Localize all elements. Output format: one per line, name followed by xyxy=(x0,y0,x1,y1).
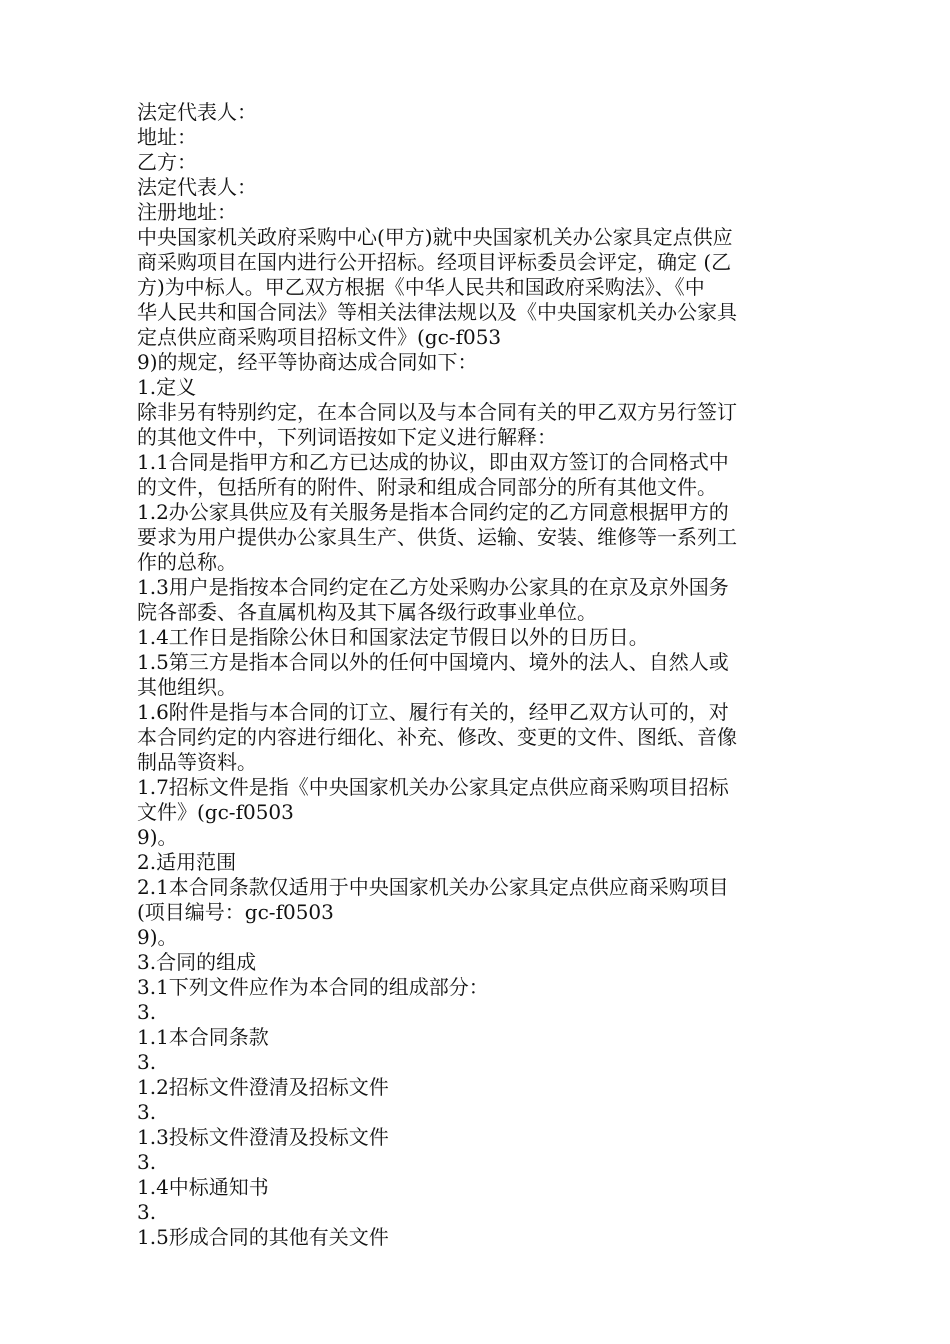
text-line: 乙方： xyxy=(137,150,197,174)
text-line: 1.6附件是指与本合同的订立、履行有关的，经甲乙双方认可的，对 xyxy=(137,700,729,724)
text-line: 1.5第三方是指本合同以外的任何中国境内、境外的法人、自然人或 xyxy=(137,650,729,674)
text-line: 本合同约定的内容进行细化、补充、修改、变更的文件、图纸、音像 xyxy=(137,725,737,749)
text-line: 3. xyxy=(137,1200,157,1224)
text-line: 3. xyxy=(137,1100,157,1124)
text-line: 除非另有特别约定，在本合同以及与本合同有关的甲乙双方另行签订 xyxy=(137,400,737,424)
text-line: 1.1合同是指甲方和乙方已达成的协议，即由双方签订的合同格式中 xyxy=(137,450,729,474)
text-line: 1.4工作日是指除公休日和国家法定节假日以外的日历日。 xyxy=(137,625,649,649)
text-line: 方)为中标人。甲乙双方根据《中华人民共和国政府采购法》、《中 xyxy=(137,275,705,299)
text-line: 的其他文件中，下列词语按如下定义进行解释： xyxy=(137,425,557,449)
text-line: 制品等资料。 xyxy=(137,750,257,774)
text-line: 9)。 xyxy=(137,825,178,849)
text-line: 3. xyxy=(137,1000,157,1024)
text-line: 法定代表人： xyxy=(137,175,257,199)
list-item: 1.2招标文件澄清及招标文件 xyxy=(137,1075,389,1099)
text-line: 法定代表人： xyxy=(137,100,257,124)
text-line: (项目编号：gc-f0503 xyxy=(137,900,334,924)
section-heading: 3.合同的组成 xyxy=(137,950,257,974)
text-line: 3. xyxy=(137,1150,157,1174)
list-item: 1.3投标文件澄清及投标文件 xyxy=(137,1125,389,1149)
text-line: 地址： xyxy=(137,125,197,149)
text-line: 1.2办公家具供应及有关服务是指本合同约定的乙方同意根据甲方的 xyxy=(137,500,729,524)
text-line: 院各部委、各直属机构及其下属各级行政事业单位。 xyxy=(137,600,597,624)
text-line: 2.1本合同条款仅适用于中央国家机关办公家具定点供应商采购项目 xyxy=(137,875,729,899)
text-line: 定点供应商采购项目招标文件》(gc-f053 xyxy=(137,325,502,349)
text-line: 作的总称。 xyxy=(137,550,237,574)
text-line: 9)。 xyxy=(137,925,178,949)
text-line: 注册地址： xyxy=(137,200,237,224)
text-line: 要求为用户提供办公家具生产、供货、运输、安装、维修等一系列工 xyxy=(137,525,737,549)
document-body xyxy=(137,100,817,1250)
text-line: 商采购项目在国内进行公开招标。经项目评标委员会评定，确定 (乙 xyxy=(137,250,732,274)
text-line: 1.7招标文件是指《中央国家机关办公家具定点供应商采购项目招标 xyxy=(137,775,729,799)
section-heading: 1.定义 xyxy=(137,375,197,399)
list-item: 1.5形成合同的其他有关文件 xyxy=(137,1225,389,1249)
text-line: 3.1下列文件应作为本合同的组成部分： xyxy=(137,975,489,999)
list-item: 1.4中标通知书 xyxy=(137,1175,269,1199)
text-line: 华人民共和国合同法》等相关法律法规以及《中央国家机关办公家具 xyxy=(137,300,737,324)
list-item: 1.1本合同条款 xyxy=(137,1025,269,1049)
text-line: 文件》(gc-f0503 xyxy=(137,800,294,824)
section-heading: 2.适用范围 xyxy=(137,850,237,874)
text-line: 9)的规定，经平等协商达成合同如下： xyxy=(137,350,478,374)
text-line: 中央国家机关政府采购中心(甲方)就中央国家机关办公家具定点供应 xyxy=(137,225,733,249)
text-line: 的文件，包括所有的附件、附录和组成合同部分的所有其他文件。 xyxy=(137,475,717,499)
text-line: 其他组织。 xyxy=(137,675,237,699)
text-line: 3. xyxy=(137,1050,157,1074)
text-line: 1.3用户是指按本合同约定在乙方处采购办公家具的在京及京外国务 xyxy=(137,575,729,599)
